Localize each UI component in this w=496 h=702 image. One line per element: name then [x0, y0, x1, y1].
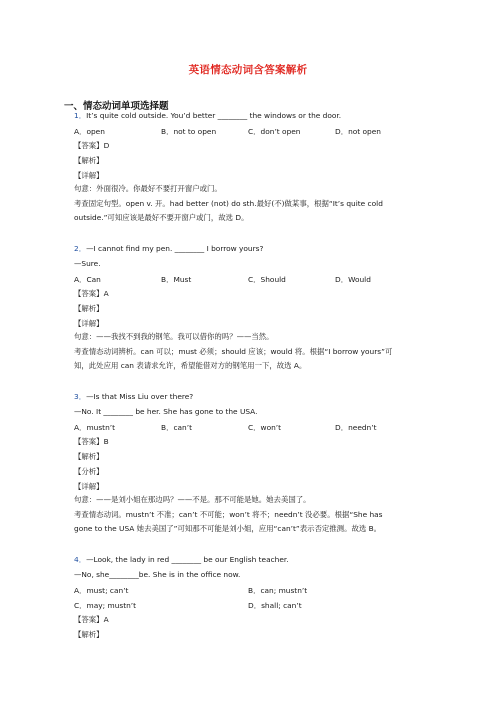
- section-heading: 一、情态动词单项选择题: [64, 101, 169, 112]
- detail-label: 【详解】: [74, 482, 104, 491]
- breakdown-label: 【分析】: [74, 467, 104, 476]
- analysis-label: 【解析】: [74, 156, 104, 165]
- document-title: 英语情态动词含答案解析: [188, 64, 308, 76]
- question-4-stem: 4．—Look, the lady in red ________ be our English teacher.: [74, 555, 289, 564]
- translation-text: 句意：——我找不到我的钢笔。我可以借你的吗？——当然。: [74, 332, 274, 341]
- option-c: C．may; mustn’t: [74, 601, 137, 610]
- option-c: C．don’t open: [248, 127, 301, 136]
- explanation-line-2: 知，此处应用 can 表请求允许，希望能借对方的钢笔用一下，故选 A。: [74, 361, 307, 370]
- option-b: B．can’t: [161, 423, 192, 432]
- explanation-line-1: 考查情态动词辨析。can 可以；must 必须；should 应该；would 将。根据“I borrow yours”可: [74, 347, 393, 356]
- option-b: B．not to open: [161, 127, 217, 136]
- question-2-stem: 2．—I cannot find my pen. ________ I borrow yours?: [74, 244, 264, 253]
- translation-text: 句意：外面很冷。你最好不要打开窗户或门。: [74, 184, 222, 193]
- question-number: 2．: [74, 244, 87, 253]
- answer-label: 【答案】B: [74, 437, 109, 446]
- question-4-reply: —No, she________be. She is in the office now.: [74, 570, 241, 579]
- explanation-line-2: outside.”可知应该是最好不要开窗户或门，故选 D。: [74, 213, 249, 222]
- question-2-reply: —Sure.: [74, 259, 101, 268]
- option-a: A．must; can’t: [74, 586, 129, 595]
- option-c: C．won’t: [248, 423, 282, 432]
- question-number: 3．: [74, 392, 87, 401]
- explanation-line-1: 考查情态动词。mustn’t 不准；can’t 不可能；won’t 将不；needn’t 没必要。根据“She has: [74, 510, 383, 519]
- option-b: B．can; mustn’t: [248, 586, 308, 595]
- analysis-label: 【解析】: [74, 304, 104, 313]
- option-d: D．shall; can’t: [248, 601, 302, 610]
- question-3-stem: 3．—Is that Miss Liu over there?: [74, 392, 194, 401]
- option-b: B．Must: [161, 275, 192, 284]
- option-a: A．Can: [74, 275, 101, 284]
- option-a: A．open: [74, 127, 105, 136]
- answer-label: 【答案】D: [74, 141, 110, 150]
- option-d: D．Would: [335, 275, 371, 284]
- explanation-line-1: 考查固定句型。open v. 开。had better (not) do sth.最好(不)做某事，根据“It’s quite cold: [74, 199, 383, 208]
- translation-text: 句意：——是刘小姐在那边吗？——不是。那不可能是她。她去美国了。: [74, 495, 311, 504]
- question-1-stem: 1．It’s quite cold outside. You’d better ________ the windows or the door.: [74, 111, 342, 120]
- option-d: D．not open: [335, 127, 381, 136]
- detail-label: 【详解】: [74, 171, 104, 180]
- answer-label: 【答案】A: [74, 289, 109, 298]
- analysis-label: 【解析】: [74, 452, 104, 461]
- question-number: 1．: [74, 111, 87, 120]
- question-number: 4．: [74, 555, 87, 564]
- answer-label: 【答案】A: [74, 615, 109, 624]
- option-c: C．Should: [248, 275, 286, 284]
- detail-label: 【详解】: [74, 319, 104, 328]
- question-3-reply: —No. It ________ be her. She has gone to the USA.: [74, 407, 258, 416]
- option-a: A．mustn’t: [74, 423, 116, 432]
- explanation-line-2: gone to the USA 她去美国了”可知那不可能是刘小姐，应用“can’t”表示否定推测。故选 B。: [74, 524, 382, 533]
- option-d: D．needn’t: [335, 423, 377, 432]
- analysis-label: 【解析】: [74, 630, 104, 639]
